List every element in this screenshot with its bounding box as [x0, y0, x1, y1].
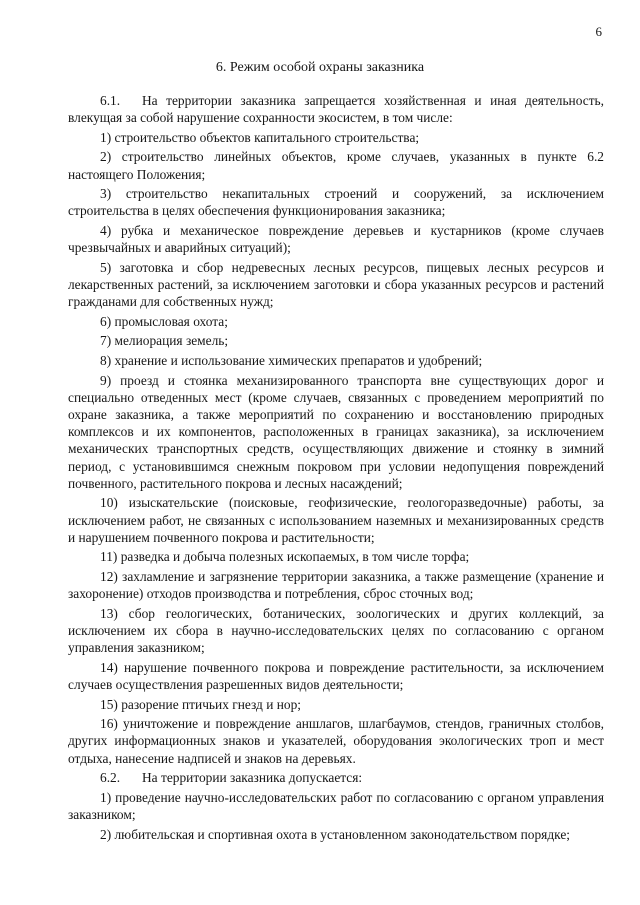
document-body — [68, 92, 604, 845]
list-item: 12) захламление и загрязнение территории заказника, а также размещение (хранение и захоронение) отходов производства и потребления, сброс сточных вод; — [68, 568, 604, 602]
list-item: 1) проведение научно-исследовательских работ по согласованию с органом управления заказником; — [68, 789, 604, 822]
list-item: 9) проезд и стоянка механизированного транспорта вне существующих дорог и специально отведенных мест (кроме случаев, связанных с проведением мероприятий по охране заказника, а также мероприятий по сохранению и восстановлению природных комплексов и их компонентов, расположенных в границах заказника), за исключением механических транспортных средств, осуществляющих движение и стоянку в зимний период, с установившимся снежным покровом при условии недопущения повреждений почвенного, растительного покрова и лесных насаждений; — [68, 372, 604, 491]
section-heading: 6. Режим особой охраны заказника — [215, 60, 425, 75]
list-item: 13) сбор геологических, ботанических, зоологических и других коллекций, за исключением их сбора в научно-исследовательских целях по согласованию с органом управления заказником; — [68, 605, 604, 656]
list-item: 7) мелиорация земель; — [100, 333, 229, 349]
list-item: 1) строительство объектов капитального строительства; — [100, 129, 420, 145]
list-item: 5) заготовка и сбор недревесных лесных ресурсов, пищевых лесных ресурсов и лекарственных растений, за исключением заготовки и сбора указанных ресурсов и растений гражданами для собственных нужд; — [68, 259, 604, 310]
clause-6-2 — [68, 769, 604, 786]
page-number: 6 — [595, 24, 602, 39]
clause-6-1 — [68, 92, 604, 126]
list-item: 4) рубка и механическое повреждение деревьев и кустарников (кроме случаев чрезвычайных и аварийных ситуаций); — [68, 222, 604, 256]
clause-number: 6.1. — [100, 93, 121, 108]
clause-number: 6.2. — [100, 770, 121, 786]
list-item: 2) любительская и спортивная охота в установленном законодательством порядке; — [100, 826, 570, 842]
list-item: 3) строительство некапитальных строений и сооружений, за исключением строительства в целях обеспечения функционирования заказника; — [68, 186, 604, 219]
list-item: 8) хранение и использование химических препаратов и удобрений; — [100, 352, 483, 368]
list-item: 11) разведка и добыча полезных ископаемых, в том числе торфа; — [100, 549, 470, 565]
list-item: 6) промысловая охота; — [100, 313, 228, 329]
list-item: 16) уничтожение и повреждение аншлагов, шлагбаумов, стендов, граничных столбов, других информационных знаков и указателей, оборудования экологических троп и мест отдыха, нанесение надписей и знаков на деревьях. — [68, 716, 604, 766]
list-item: 14) нарушение почвенного покрова и повреждение растительности, за исключением случаев осуществления разрешенных видов деятельности; — [68, 659, 604, 692]
list-item: 2) строительство линейных объектов, кроме случаев, указанных в пункте 6.2 настоящего Положения; — [68, 149, 604, 182]
clause-text: На территории заказника допускается: — [142, 770, 363, 786]
list-item: 15) разорение птичьих гнезд и нор; — [100, 696, 302, 712]
list-item: 10) изыскательские (поисковые, геофизические, геологоразведочные) работы, за исключением работ, не связанных с использованием наземных и механизированных средств и нарушением почвенного покрова и растительности; — [68, 495, 604, 545]
clause-text: На территории заказника запрещается хозяйственная и иная деятельность, влекущая за собой нарушение сохранности экосистем, в том числе: — [68, 93, 604, 126]
